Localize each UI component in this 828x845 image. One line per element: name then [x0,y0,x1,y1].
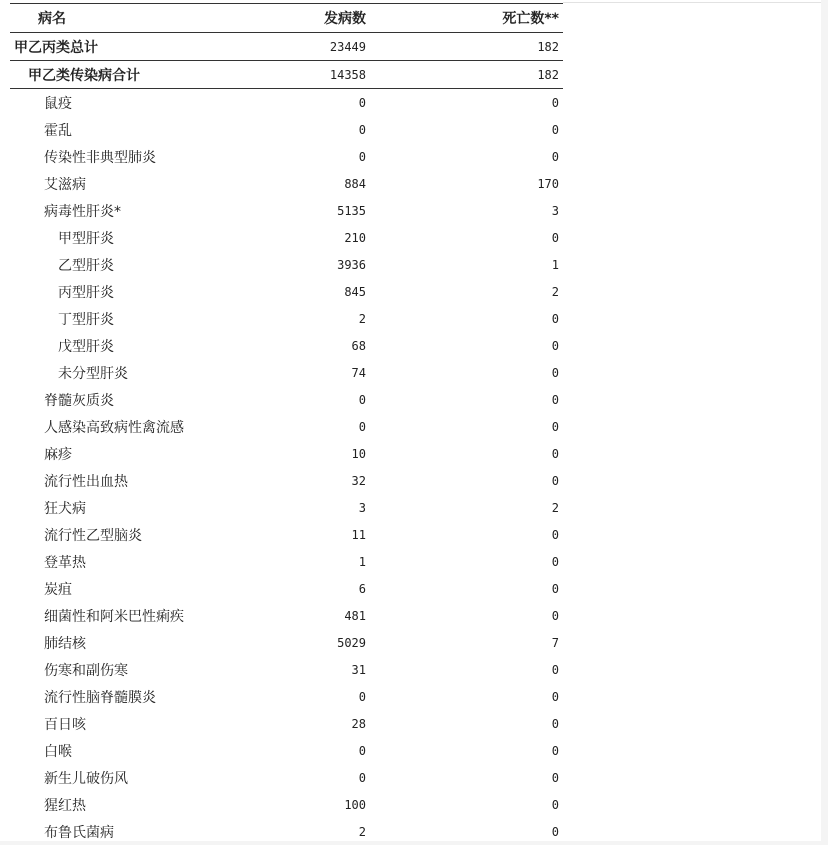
cases-cell: 74 [243,359,370,386]
cases-cell: 0 [243,683,370,710]
table-row [10,548,563,575]
deaths-cell: 0 [370,413,563,440]
deaths-cell: 0 [370,143,563,170]
disease-name-cell: 甲型肝炎 [10,224,243,251]
cases-cell: 6 [243,575,370,602]
table-row [10,710,563,737]
disease-name-cell: 肺结核 [10,629,243,656]
deaths-cell: 0 [370,359,563,386]
cases-cell: 10 [243,440,370,467]
cases-cell: 3936 [243,251,370,278]
table-row [10,33,563,61]
deaths-cell: 2 [370,278,563,305]
deaths-cell: 0 [370,116,563,143]
cases-cell: 0 [243,143,370,170]
deaths-cell: 0 [370,791,563,818]
disease-name-cell: 麻疹 [10,440,243,467]
disease-name-cell: 未分型肝炎 [10,359,243,386]
table-row [10,89,563,117]
table-row [10,305,563,332]
disease-name-cell: 霍乱 [10,116,243,143]
cases-cell: 32 [243,467,370,494]
deaths-cell: 0 [370,575,563,602]
disease-name-cell: 鼠疫 [10,89,243,117]
disease-name-cell: 伤寒和副伤寒 [10,656,243,683]
table-row [10,170,563,197]
table-body [10,33,563,845]
disease-name-cell: 新生儿破伤风 [10,764,243,791]
table-row [10,602,563,629]
deaths-cell: 0 [370,332,563,359]
disease-name-cell: 乙型肝炎 [10,251,243,278]
disease-name-cell: 丁型肝炎 [10,305,243,332]
disease-name-cell: 猩红热 [10,791,243,818]
cases-cell: 23449 [243,33,370,61]
disease-name-cell: 百日咳 [10,710,243,737]
cases-cell: 68 [243,332,370,359]
disease-name-cell: 流行性乙型脑炎 [10,521,243,548]
deaths-cell: 0 [370,818,563,845]
disease-name-cell: 丙型肝炎 [10,278,243,305]
disease-name-cell: 戊型肝炎 [10,332,243,359]
column-header-disease-name: 病名 [10,4,243,33]
table-row [10,440,563,467]
divider [563,2,821,3]
table-row [10,494,563,521]
right-margin [563,0,821,841]
disease-name-cell: 甲乙丙类总计 [10,33,243,61]
table-row [10,116,563,143]
table-row [10,386,563,413]
table-row [10,737,563,764]
disease-name-cell: 白喉 [10,737,243,764]
deaths-cell: 182 [370,33,563,61]
table-row [10,413,563,440]
disease-name-cell: 人感染高致病性禽流感 [10,413,243,440]
deaths-cell: 170 [370,170,563,197]
cases-cell: 2 [243,305,370,332]
column-header-deaths: 死亡数** [370,4,563,33]
cases-cell: 0 [243,116,370,143]
deaths-cell: 0 [370,656,563,683]
cases-cell: 3 [243,494,370,521]
table-row [10,224,563,251]
table-header-row [10,4,563,33]
table-row [10,143,563,170]
deaths-cell: 182 [370,61,563,89]
deaths-cell: 3 [370,197,563,224]
deaths-cell: 2 [370,494,563,521]
deaths-cell: 0 [370,386,563,413]
disease-name-cell: 脊髓灰质炎 [10,386,243,413]
table-row [10,521,563,548]
table-row [10,629,563,656]
cases-cell: 0 [243,386,370,413]
disease-name-cell: 传染性非典型肺炎 [10,143,243,170]
deaths-cell: 0 [370,683,563,710]
cases-cell: 0 [243,764,370,791]
cases-cell: 0 [243,413,370,440]
deaths-cell: 0 [370,224,563,251]
deaths-cell: 0 [370,737,563,764]
table-row [10,197,563,224]
deaths-cell: 0 [370,548,563,575]
column-header-cases: 发病数 [243,4,370,33]
table-row [10,278,563,305]
cases-cell: 11 [243,521,370,548]
disease-statistics-table [10,3,563,845]
cases-cell: 28 [243,710,370,737]
disease-name-cell: 炭疽 [10,575,243,602]
table-row [10,764,563,791]
disease-name-cell: 细菌性和阿米巴性痢疾 [10,602,243,629]
table-row [10,575,563,602]
cases-cell: 100 [243,791,370,818]
disease-name-cell: 流行性脑脊髓膜炎 [10,683,243,710]
disease-name-cell: 狂犬病 [10,494,243,521]
cases-cell: 5029 [243,629,370,656]
deaths-cell: 0 [370,89,563,117]
deaths-cell: 1 [370,251,563,278]
disease-name-cell: 登革热 [10,548,243,575]
cases-cell: 5135 [243,197,370,224]
cases-cell: 31 [243,656,370,683]
table-row [10,467,563,494]
disease-name-cell: 布鲁氏菌病 [10,818,243,845]
deaths-cell: 0 [370,602,563,629]
disease-name-cell: 流行性出血热 [10,467,243,494]
disease-name-cell: 病毒性肝炎* [10,197,243,224]
cases-cell: 0 [243,737,370,764]
disease-name-cell: 甲乙类传染病合计 [10,61,243,89]
deaths-cell: 0 [370,305,563,332]
table-row [10,332,563,359]
table-row [10,683,563,710]
cases-cell: 845 [243,278,370,305]
cases-cell: 1 [243,548,370,575]
deaths-cell: 0 [370,710,563,737]
table-row [10,359,563,386]
deaths-cell: 0 [370,440,563,467]
deaths-cell: 0 [370,521,563,548]
table-row [10,61,563,89]
deaths-cell: 0 [370,467,563,494]
deaths-cell: 0 [370,764,563,791]
cases-cell: 14358 [243,61,370,89]
table-row [10,251,563,278]
cases-cell: 2 [243,818,370,845]
cases-cell: 0 [243,89,370,117]
cases-cell: 481 [243,602,370,629]
table-row [10,791,563,818]
cases-cell: 210 [243,224,370,251]
disease-name-cell: 艾滋病 [10,170,243,197]
table-row [10,656,563,683]
deaths-cell: 7 [370,629,563,656]
cases-cell: 884 [243,170,370,197]
